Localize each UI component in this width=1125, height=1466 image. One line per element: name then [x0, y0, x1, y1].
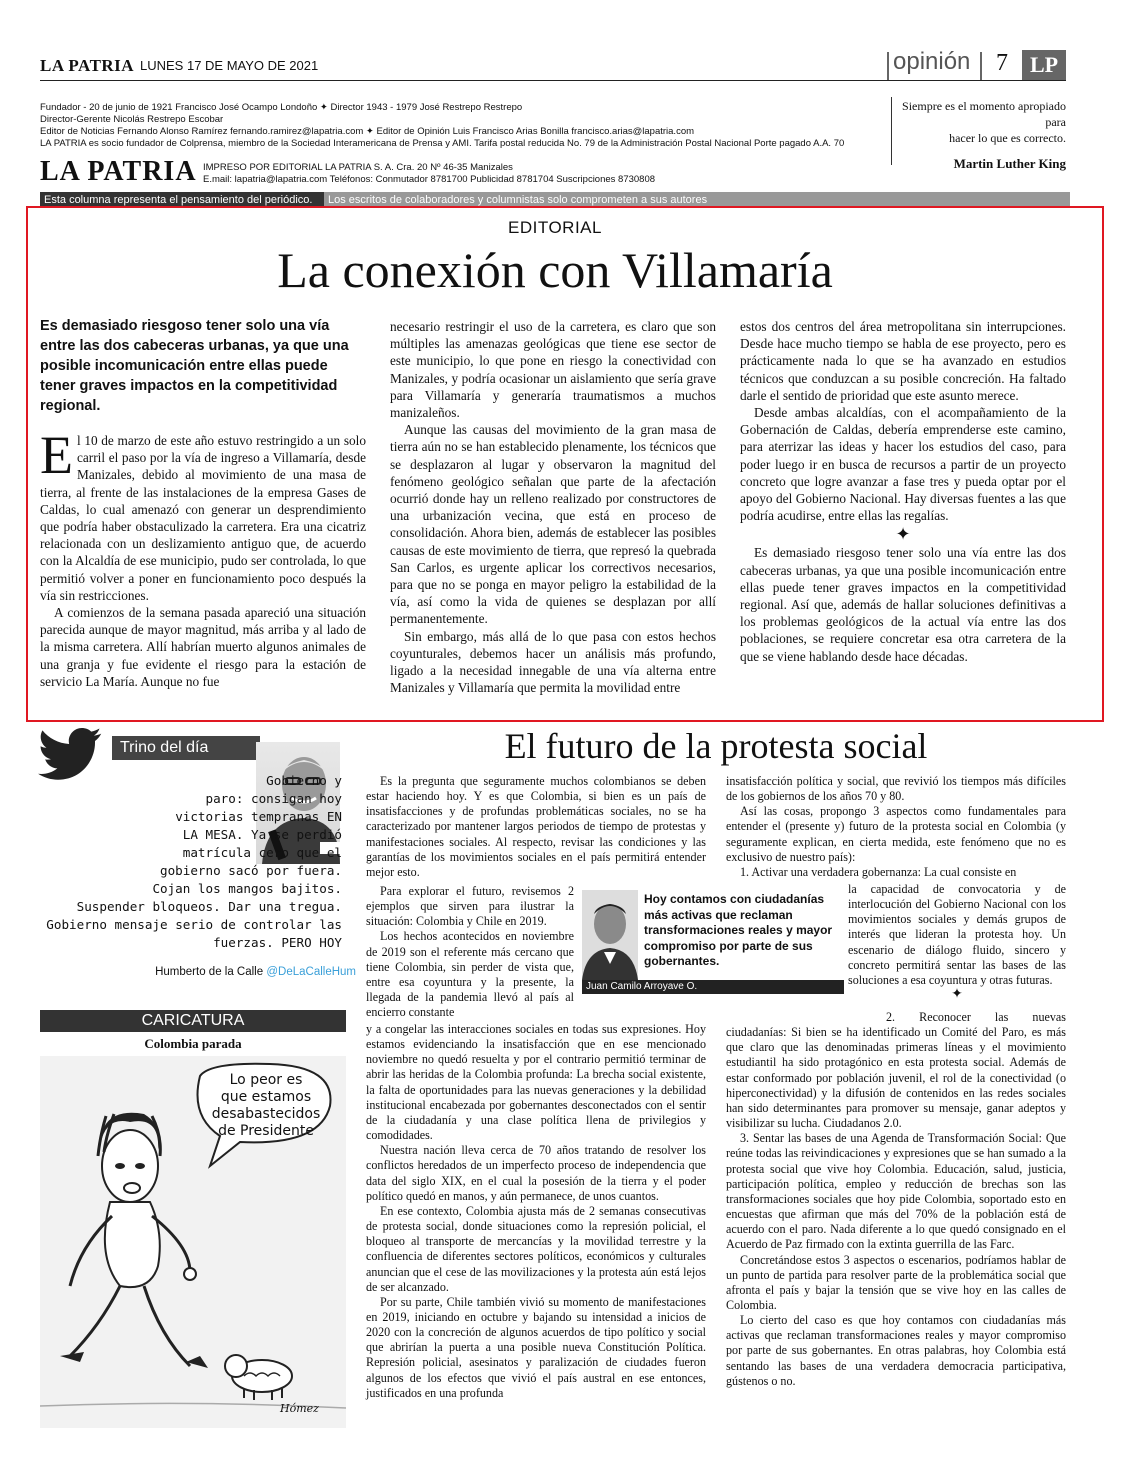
- paragraph: 3. Sentar las bases de una Agenda de Transformación Social: Que reúne todas las reivindicaciones y expresiones que se han sumado a la protesta social que vive hoy Colombia. Educación, salud, justicia, participación política, empleo y reducción de brechas son las transformaciones sociales que hoy pide Colombia, soportado esto en encuestas que afirman que más del 70% de la población está de acuerdo con el paro. Nada diferente a lo que quedó consignado en el Acuerdo de Paz firmado con la extinta guerrilla de las Farc.: [726, 1131, 1066, 1252]
- article-col-2-narrow: [848, 882, 1066, 1002]
- paragraph: estos dos centros del área metropolitana sin interrupciones. Desde hace mucho tiempo se habla de ese proyecto, pero es prácticamente nada lo que se ha avanzado en estudios técnicos que conduzcan a su posible concreción. Ha faltado darle el sentido de prioridad que este asunto merece.: [740, 319, 1066, 403]
- quote-text: Siempre es el momento apropiado para: [902, 99, 1066, 129]
- paragraph: Para explorar el futuro, revisemos 2 ejemplos que sirven para ilustrar la situación: Colombia y Chile en 2019.: [366, 884, 574, 929]
- paragraph: Desde ambas alcaldías, con el acompañamiento de la Gobernación de Caldas, debería emprenderse este camino, para aterrizar las ideas y hacer los estudios del caso, para poder luego ir en busca de recursos a partir de un proyecto concreto que logre avanzar a fase tres y pueda optar por el apoyo del Gobierno Nacional. Hay diversas fuentes a las que podría acudirse, entre ellas las regalías.: [740, 405, 1066, 524]
- credits-block: [40, 102, 880, 150]
- section-divider-right: [980, 52, 982, 80]
- credits-line: Director-Gerente Nicolás Restrepo Escobar: [40, 114, 224, 125]
- editorial-kicker: EDITORIAL: [508, 218, 602, 237]
- quote-text: hacer lo que es correcto.: [949, 131, 1066, 145]
- credits-line: Fundador - 20 de junio de 1921 Francisco José Ocampo Londoño ✦ Director 1943 - 1979 José Restrepo Restrepo: [40, 102, 523, 113]
- article-col-1-bottom: [366, 1022, 706, 1401]
- paragraph: Es la pregunta que seguramente muchos colombianos se deben estar haciendo hoy. Y es que Colombia, si bien es un país de insatisfacciones y de profundas problemáticas sociales, no se ha caracterizado por mantener largos periodos de tiempo de protestas y manifestaciones sociales. Al respecto, revisar las condiciones y las garantías de los movimientos sociales en el país permitirá entender mejor esto.: [366, 774, 706, 879]
- trino-header: Trino del día: [112, 736, 260, 760]
- tweet-line: Suspender bloqueos. Dar una tregua.: [76, 899, 342, 914]
- paragraph: Aunque las causas del movimiento de la gran masa de tierra aún no se han establecido plenamente, los técnicos que se desplazaron al lugar y observaron la magnitud del fenómeno geológico señalan que parte de la afectación ocurrió donde hay un relleno realizado por constructores de una urbanización vecina, que está en proceso de consolidación. Ahora bien, además de establecer las posibles causas de este movimiento de tierra, que represó la quebrada San Carlos, es urgente aplicar los correctivos necesarios, para que no se ponga en mayor peligro la estabilidad de la vía, así como la vida de quienes se desplazan por allí permanentemente.: [390, 422, 716, 627]
- tweet-text: [40, 772, 342, 952]
- caricatura-panel: [40, 1056, 346, 1428]
- cartoonist-signature: Hómez: [280, 1402, 319, 1415]
- fleuron-ornament: ✦: [895, 524, 911, 545]
- paragraph: y a congelar las interacciones sociales en todas sus expresiones. Hoy estamos evidenciando la insatisfacción que en ese mencionado noviembre no quedó resuelta y por el contrario permitió terminar de abrir las heridas de la Colombia profunda: La brecha social existente, la falta de oportunidades para las nuevas generaciones y la debilidad institucional encabezada por gobernantes desconectados con el sentir de la ciudadanía y una clase política llena de privilegios y comodidades.: [366, 1022, 706, 1143]
- article-title: El futuro de la protesta social: [504, 726, 928, 766]
- lp-logo: LP: [1022, 50, 1066, 80]
- tweet-line: matrícula cero que el: [182, 845, 342, 860]
- tweet-line: victorias tempranas EN: [175, 809, 342, 824]
- disclaimer-right: Los escritos de colaboradores y columnistas solo comprometen a sus autores: [324, 192, 1070, 208]
- section-divider-left: [887, 52, 889, 80]
- paragraph: 1. Activar una verdadera gobernanza: La cual consiste en: [740, 864, 1017, 879]
- paragraph: El 10 de marzo de este año estuvo restringido a un solo carril el paso por la vía de ingreso a Villamaría, desde Manizales, debido al movimiento de una masa de tierra, al frente de las instalaciones de la empresa Gases de Caldas, lo cual amenazó con generar un desprendimiento que podría haber obstaculizado la carretera. Era una cicatriz relacionada con un deslizamiento antiguo que, de acuerdo con la Alcaldía de ese municipio, pudo ser controlada, lo que permitió volver a poner en funcionamiento poco después la vía sin restricciones.: [40, 425, 366, 603]
- imprint-line: IMPRESO POR EDITORIAL LA PATRIA S. A. Cra. 20 Nº 46-35 Manizales: [203, 162, 513, 173]
- tweet-attribution: [40, 966, 356, 978]
- imprint-block: [203, 162, 655, 186]
- masthead-rule: [40, 80, 1066, 81]
- article-col-1-narrow: [366, 884, 574, 1020]
- fleuron-ornament: ✦: [951, 987, 963, 1003]
- bubble-line: Lo peor es: [229, 1072, 303, 1088]
- editorial-title: La conexión con Villamaría: [277, 242, 833, 298]
- tweet-line: paro: consigan hoy: [205, 791, 342, 806]
- paragraph: insatisfacción política y social, que revivió los tiempos más difíciles de los gobiernos de los años 70 y 80.: [726, 774, 1066, 804]
- paragraph: Así las cosas, propongo 3 aspectos como fundamentales para entender el (presente y) futuro de la protesta social en Colombia (y seguramente explican, en cierta medida, este fenómeno que no es exclusivo de nuestro país):: [726, 804, 1066, 864]
- bubble-line: de Presidente: [218, 1123, 314, 1139]
- imprint-line: E.mail: lapatria@lapatria.com Teléfonos: Conmutador 8781700 Publicidad 8781704 Suscripciones 8730808: [203, 174, 656, 185]
- section-label: opinión: [893, 48, 971, 75]
- paragraph: Concretándose estos 3 aspectos o escenarios, podríamos hablar de un punto de partida para resolver parte de la problemática social que afronta el país y bajar la tensión que se vive hoy en las calles de Colombia.: [726, 1252, 1066, 1312]
- paragraph: A comienzos de la semana pasada apareció una situación parecida aunque de mayor magnitud, más arriba y al lado de la misma carretera. Allí habrían muerto algunos animales de una granja y fue evidente el riesgo para la estación de servicio La María. Aunque no fue: [40, 605, 366, 689]
- pull-quote: Hoy contamos con ciudadanías más activas que reclaman transformaciones reales y mayor compromiso por parte de sus gobernantes.: [644, 892, 833, 968]
- paragraph: necesario restringir el uso de la carretera, es claro que son múltiples las amenazas geológicas que tiene ese sector de este municipio, lo que pone en riesgo la conectividad con Manizales, y podría ocasionar un aislamiento que sería grave para Villamaría y generaría traumatismos a muchos manizaleños.: [390, 319, 716, 421]
- tweet-line: LA MESA. Ya se perdió: [182, 827, 342, 842]
- bubble-line: desabastecidos: [211, 1106, 321, 1122]
- paragraph: Sin embargo, más allá de lo que pasa con estos hechos coyunturales, debemos hacer un análisis más profundo, ligado a la necesidad innegable de una vía alterna entre Manizales y Villamaría que permita la movilidad entre: [390, 628, 716, 696]
- tweet-author: Humberto de la Calle: [155, 966, 264, 978]
- article-col-2-bottom: [726, 1010, 1066, 1389]
- issue-date: LUNES 17 DE MAYO DE 2021: [140, 58, 319, 73]
- editorial-col-3: [740, 318, 1066, 665]
- quote-author: Martin Luther King: [953, 156, 1066, 171]
- tweet-line: gobierno sacó por fuera.: [160, 863, 342, 878]
- credits-line: Editor de Noticias Fernando Alonso Ramírez fernando.ramirez@lapatria.com ✦ Editor de Opinión Luis Francisco Arias Bonilla francisco.arias@lapatria.com: [40, 126, 695, 137]
- tweet-line: Cojan los mangos bajitos.: [152, 881, 342, 896]
- paragraph: Lo cierto del caso es que hoy contamos con ciudadanías más activas que reclaman transformaciones reales y mayor compromiso por parte de sus gobernantes. En otras palabras, hoy Colombia está sentando las bases de una verdadera democracia participativa, gústenos o no.: [726, 1313, 1066, 1388]
- page-number: 7: [996, 50, 1008, 76]
- paragraph: Los hechos acontecidos en noviembre de 2019 son el referente más cercano que tiene Colombia, sin perder de vista que, entre esa coyuntura y la presente, la llegada de la pandemia llevó al país al encierro constante: [366, 929, 574, 1020]
- paragraph: Nuestra nación lleva cerca de 70 años tratando de resolver los conflictos heredados de un imperfecto proceso de independencia que data del siglo XIX, en el cual la posesión de la tierra y el poder político quedó en manos, y aún permanece, de unos cuantos.: [366, 1143, 706, 1203]
- credits-line: LA PATRIA es socio fundador de Colprensa, miembro de la Sociedad Interamericana de Prensa y AMI. Tarifa postal reducida No. 79 de la Administración Postal Nacional Porte pagado A.A. 70: [40, 138, 845, 149]
- paragraph: 2. Reconocer las nuevas ciudadanías: Si bien se ha identificado un Comité del Paro, es más que claro que las denominadas primeras líneas y el movimiento estudiantil ha sido protagónico en esta protesta social. Además de estar conformado por población juvenil, el rol de la conectividad (o hiperconectividad) y la difusión de contenidos en las redes sociales han sido determinantes para promover su mensaje, ganar adeptos y visibilizar su lucha. Ciudadanos 2.0.: [726, 1010, 1066, 1131]
- masthead: [40, 48, 1066, 82]
- paragraph: En ese contexto, Colombia ajusta más de 2 semanas consecutivas de protesta social, donde situaciones como la represión policial, el bloqueo al transporte de mercancías y la movilidad terrestre y la confluencia de diferentes sectores políticos, económicos y culturales anuncian que el cese de las movilizaciones y la protesta aún está lejos de ser alcanzado.: [366, 1203, 706, 1294]
- editorial-col-2: [390, 318, 716, 696]
- caricatura-header: CARICATURA: [40, 1010, 346, 1032]
- drop-cap: E: [40, 425, 73, 485]
- daily-quote: [896, 98, 1066, 172]
- article-col-2-top: [726, 774, 1066, 880]
- paragraph: la capacidad de convocatoria y de interlocución del Gobierno Nacional con los movimientos sociales y demás grupos de interés que lideran la protesta hoy. Un escenario de diálogo fluido, sincero y concreto permitirá sentar las bases de las soluciones a esa coyuntura y otras futuras.: [848, 882, 1066, 987]
- paragraph: Es demasiado riesgoso tener solo una vía entre las dos cabeceras urbanas, ya que una posible incomunicación entre ellas puede tener graves impactos en la competitividad regional. Así que, además de hallar soluciones definitivas a los problemas geológicos de la actual vía entre las dos poblaciones, se requiere concretar esa otra carretera de la que se viene hablando desde hace décadas.: [740, 545, 1066, 664]
- author-caption: Juan Camilo Arroyave O.: [582, 980, 844, 994]
- tweet-line: Gobierno mensaje serio de controlar las: [46, 917, 342, 932]
- quote-divider: [891, 97, 892, 165]
- article-col-1-top: [366, 774, 706, 880]
- speech-bubble-text: [202, 1072, 330, 1140]
- paper-name: LA PATRIA: [40, 56, 135, 75]
- caricatura-title: Colombia parada: [144, 1036, 242, 1051]
- bubble-line: que estamos: [220, 1089, 312, 1105]
- author-portrait: [582, 890, 638, 980]
- paragraph: Por su parte, Chile también vivió su momento de manifestaciones en 2019, iniciando en octubre y bajando su intensidad a inicios de 2020 con la concreción de algunos acuerdos de tipo político y social que abrirían la puerta a una posible nueva Constitución Política. Represión policial, asesinatos y paralización de ciudades fueron algunos de los efectos que vivió el país austral en ese entonces, justificados en una profunda: [366, 1294, 706, 1400]
- imprint-logo: LA PATRIA: [40, 156, 197, 187]
- tweet-line: fuerzas. PERO HOY: [213, 935, 342, 950]
- tweet-line: Gobierno y: [266, 773, 342, 788]
- editorial-body: [40, 425, 366, 690]
- tweet-handle[interactable]: @DeLaCalleHum: [266, 966, 356, 978]
- editorial-col-1: [40, 316, 366, 690]
- disclaimer-left: Esta columna representa el pensamiento del periódico.: [40, 192, 324, 208]
- editorial-lead: Es demasiado riesgoso tener solo una vía entre las dos cabeceras urbanas, ya que una posible incomunicación entre ellas puede tener graves impactos en la competitividad regional.: [40, 318, 349, 414]
